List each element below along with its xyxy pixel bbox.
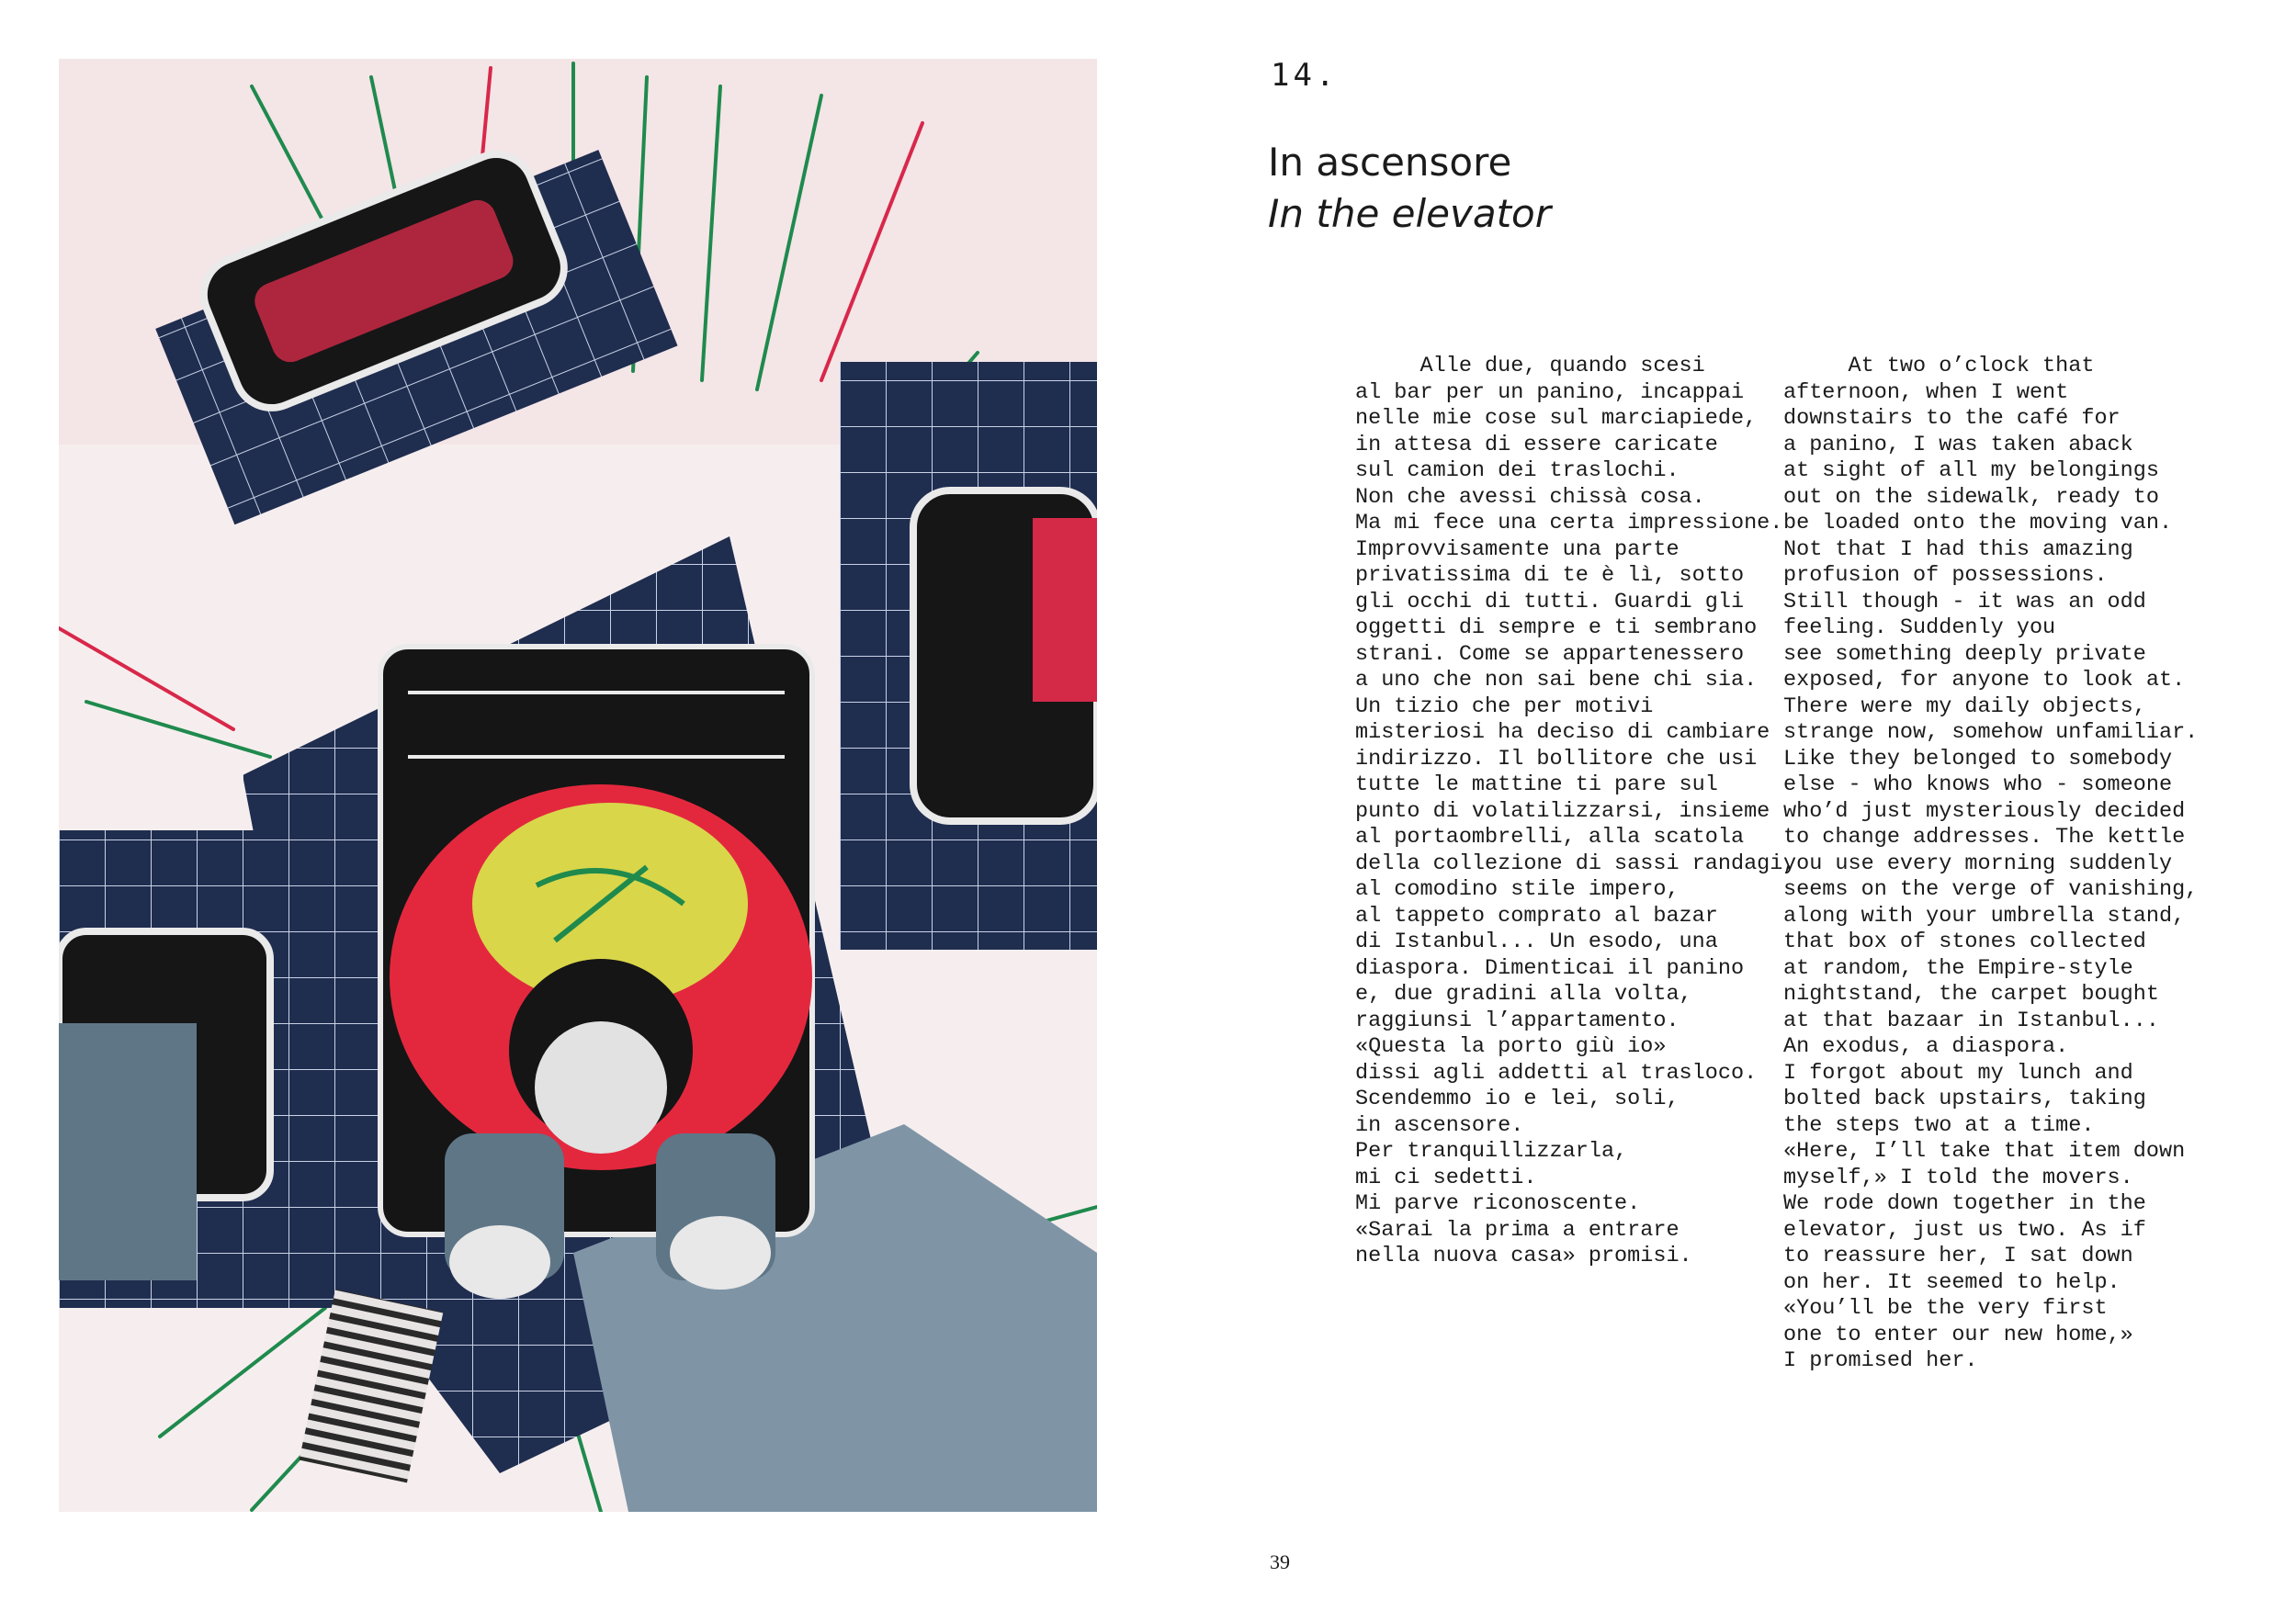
text-line: Alle due, quando scesi [1355,354,1705,378]
text-line: exposed, for anyone to look at. [1783,668,2186,693]
chapter-title-english: In the elevator [1268,191,1552,236]
text-line: Still though - it was an odd [1783,589,2146,614]
text-line: along with your umbrella stand, [1783,903,2186,929]
text-line: al portaombrelli, alla scatola [1355,825,1745,850]
text-line: the steps two at a time. [1783,1112,2095,1138]
text-line: di Istanbul... Un esodo, una [1355,930,1718,954]
text-line: gli occhi di tutti. Guardi gli [1355,589,1745,614]
text-line: that box of stones collected [1783,930,2146,954]
page-number: 39 [1270,1550,1290,1573]
text-line: An exodus, a diaspora. [1783,1034,2069,1059]
text-line: at random, the Empire-style [1783,955,2133,981]
text-line: «Sarai la prima a entrare [1355,1217,1680,1243]
text-line: to reassure her, I sat down [1783,1244,2133,1268]
armchair-right [840,362,1097,950]
text-line: be loaded onto the moving van. [1783,511,2173,535]
text-line: Mi parve riconoscente. [1355,1191,1641,1216]
text-line: Improvvisamente una parte [1355,536,1680,562]
text-line: feeling. Suddenly you [1783,615,2056,640]
text-line: al bar per un panino, incappai [1355,379,1745,405]
text-line: mi ci sedetti. [1355,1165,1537,1190]
text-line: in attesa di essere caricate [1355,432,1718,457]
text-line: strange now, somehow unfamiliar. [1783,720,2199,745]
elevator-illustration [59,59,1097,1512]
text-line: on her. It seemed to help. [1783,1269,2121,1295]
text-line: nelle mie cose sul marciapiede, [1355,406,1758,431]
text-line: raggiunsi l’appartamento. [1355,1008,1680,1033]
text-line: bolted back upstairs, taking [1783,1087,2146,1111]
text-line: oggetti di sempre e ti sembrano [1355,615,1758,640]
text-line: Un tizio che per motivi [1355,693,1654,719]
text-line: out on the sidewalk, ready to [1783,484,2159,510]
text-line: Per tranquillizzarla, [1355,1139,1628,1164]
text-line: There were my daily objects, [1783,693,2146,719]
text-line: afternoon, when I went [1783,379,2069,405]
text-line: al comodino stile impero, [1355,877,1680,902]
text-line: to change addresses. The kettle [1783,825,2186,850]
text-line: Non che avessi chissà cosa. [1355,484,1705,510]
text-line: Like they belonged to somebody [1783,746,2173,772]
text-line: at that bazaar in Istanbul... [1783,1008,2159,1033]
chapter-number: 14. [1271,57,1339,94]
text-line: profusion of possessions. [1783,563,2108,588]
text-line: I forgot about my lunch and [1783,1060,2133,1086]
text-line: «You’ll be the very first [1783,1296,2108,1321]
text-line: Scendemmo io e lei, soli, [1355,1087,1680,1111]
text-line: Not that I had this amazing [1783,536,2133,562]
text-line: «Questa la porto giù io» [1355,1034,1667,1059]
text-line: elevator, just us two. As if [1783,1217,2146,1243]
text-line: We rode down together in the [1783,1191,2146,1216]
text-line: al tappeto comprato al bazar [1355,903,1718,929]
text-line: At two o’clock that [1783,354,2095,378]
text-line: you use every morning suddenly [1783,851,2173,876]
text-line: nightstand, the carpet bought [1783,982,2159,1007]
text-line: else - who knows who - someone [1783,772,2173,797]
text-line: Ma mi fece una certa impressione. [1355,511,1783,535]
text-line: tutte le mattine ti pare sul [1355,772,1718,797]
text-line: see something deeply private [1783,641,2146,667]
text-line: at sight of all my belongings [1783,458,2159,483]
text-line: «Here, I’ll take that item down [1783,1139,2186,1164]
english-text-column [1783,354,2198,1375]
text-line: punto di volatilizzarsi, insieme [1355,798,1770,824]
text-line: in ascensore. [1355,1112,1524,1138]
text-line: strani. Come se appartenessero [1355,641,1745,667]
text-line: e, due gradini alla volta, [1355,982,1692,1007]
text-line: nella nuova casa» promisi. [1355,1244,1692,1268]
text-line: a panino, I was taken aback [1783,432,2133,457]
text-line: privatissima di te è lì, sotto [1355,563,1745,588]
italian-text-column [1355,354,1795,1270]
text-line: a uno che non sai bene chi sia. [1355,668,1758,693]
text-line: dissi agli addetti al trasloco. [1355,1060,1758,1086]
text-line: who’d just mysteriously decided [1783,798,2186,824]
text-line: misteriosi ha deciso di cambiare [1355,720,1770,745]
text-line: downstairs to the café for [1783,406,2121,431]
text-line: I promised her. [1783,1348,1978,1373]
text-line: one to enter our new home,» [1783,1322,2133,1347]
text-line: sul camion dei traslochi. [1355,458,1680,483]
text-line: seems on the verge of vanishing, [1783,877,2199,902]
text-line: indirizzo. Il bollitore che usi [1355,746,1758,772]
text-line: myself,» I told the movers. [1783,1165,2133,1190]
text-line: della collezione di sassi randagi, [1355,851,1796,876]
text-line: diaspora. Dimenticai il panino [1355,955,1745,981]
chapter-title-italian: In ascensore [1268,140,1512,185]
